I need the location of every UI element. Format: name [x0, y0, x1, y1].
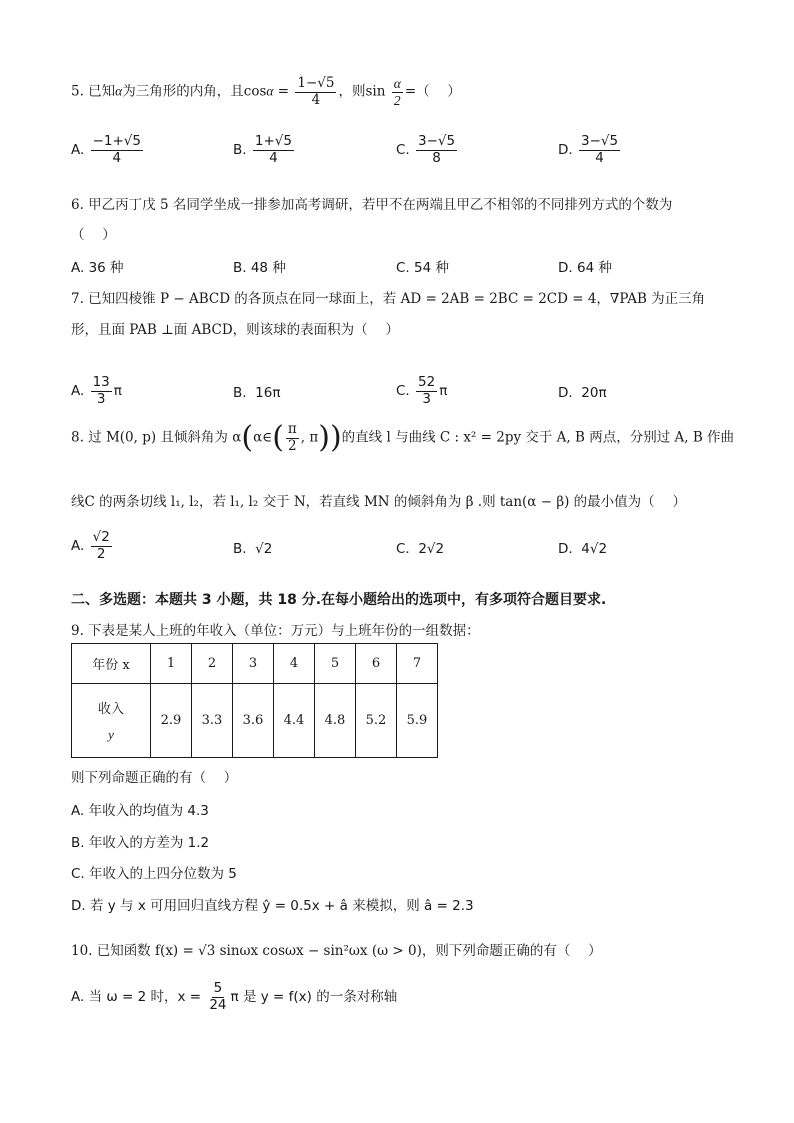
q8-option-c[interactable]: C. 2√2 [396, 541, 445, 557]
table-cell: 4 [274, 644, 315, 684]
table-cell: 2.9 [151, 684, 192, 758]
table-header-income: 收入 y [72, 684, 151, 758]
q6-option-c[interactable]: C. 54 种 [396, 260, 449, 276]
q8-stem-line2: 线C 的两条切线 l₁, l₂，若 l₁, l₂ 交于 N，若直线 MN 的倾斜角为 β .则 tan(α − β) 的最小值为（ ） [71, 494, 686, 510]
section-heading: 二、多选题：本题共 3 小题，共 18 分.在每小题给出的选项中，有多项符合题目要求. [71, 592, 607, 608]
q9-option-b[interactable]: B. 年收入的方差为 1.2 [71, 835, 210, 851]
q5-half-fraction: $\frac{\alpha}{2}$ [393, 76, 401, 108]
q8-option-d[interactable]: D. 4√2 [558, 541, 608, 557]
q6-stem-line1: 6. 甲乙丙丁戊 5 名同学坐成一排参加高考调研，若甲不在两端且甲乙不相邻的不同排列方式的个数为 [71, 197, 673, 213]
table-cell: 1 [151, 644, 192, 684]
q7-option-d[interactable]: D. 20π [558, 385, 607, 401]
q5-stem-d: =（ ） [404, 83, 461, 100]
q8-stem-line1: 8. 过 M(0, p) 且倾斜角为 α(α∈( $\frac{\pi}{2}$ , π))的直线 l 与曲线 C : x² = 2py 交于 A, B 两点，分别过 A, B 作曲 [71, 420, 735, 456]
q9-prompt: 则下列命题正确的有（ ） [71, 770, 238, 786]
q6-stem-line2: （ ） [71, 227, 116, 243]
q10-option-a[interactable]: A. 当 ω = 2 时，x = $\frac{5}{24}$ π 是 y = f(x) 的一条对称轴 [71, 980, 398, 1013]
q8-option-a[interactable]: A. $\frac{√2}{2}$ [71, 529, 110, 562]
q9-data-table [71, 643, 438, 758]
table-cell: 5.2 [356, 684, 397, 758]
table-cell: 3.6 [233, 684, 274, 758]
table-cell: 3.3 [192, 684, 233, 758]
table-header-year: 年份 x [72, 644, 151, 684]
q9-option-a[interactable]: A. 年收入的均值为 4.3 [71, 803, 209, 819]
q6-option-a[interactable]: A. 36 种 [71, 260, 124, 276]
table-cell: 5.9 [397, 684, 438, 758]
table-cell: 5 [315, 644, 356, 684]
q5-option-b[interactable]: B. $\frac{1+√5}{4}$ [233, 133, 292, 166]
q5-option-d[interactable]: D. $\frac{3-√5}{4}$ [558, 133, 619, 166]
q8-option-b[interactable]: B. √2 [233, 541, 273, 557]
q5-cos-fraction: $\frac{1-√5}{4}$ [297, 75, 335, 108]
table-cell: 4.8 [315, 684, 356, 758]
q5-stem-c: ，则sin [338, 83, 386, 100]
q9-stem: 9. 下表是某人上班的年收入（单位：万元）与上班年份的一组数据： [71, 623, 480, 639]
table-cell: 7 [397, 644, 438, 684]
q7-stem-line1: 7. 已知四棱锥 P − ABCD 的各顶点在同一球面上，若 AD = 2AB = 2BC = 2CD = 4，∇PAB 为正三角 [71, 291, 706, 307]
q5-stem-a: 5. 已知 [71, 83, 116, 100]
q5-option-c[interactable]: C. $\frac{3-√5}{8}$ [396, 133, 456, 166]
q10-stem: 10. 已知函数 f(x) = √3 sinωx cosωx − sin²ωx (ω > 0)，则下列命题正确的有（ ） [71, 943, 602, 959]
q7-option-b[interactable]: B. 16π [233, 385, 281, 401]
table-cell: 2 [192, 644, 233, 684]
q7-stem-line2: 形，且面 PAB ⊥面 ABCD，则该球的表面积为（ ） [71, 322, 399, 338]
table-row [72, 684, 438, 758]
table-row [72, 644, 438, 684]
table-cell: 3 [233, 644, 274, 684]
alpha-symbol: α [115, 83, 123, 99]
q9-option-c[interactable]: C. 年收入的上四分位数为 5 [71, 866, 237, 882]
q5-stem: 5. 已知α为三角形的内角，且cosα = $\frac{1-√5}{4}$ ，则sin $\frac{\alpha}{2}$ =（ ） [71, 75, 461, 108]
q6-option-b[interactable]: B. 48 种 [233, 260, 286, 276]
q9-option-d[interactable]: D. 若 y 与 x 可用回归直线方程 ŷ = 0.5x + â 来模拟，则 â = 2.3 [71, 898, 474, 914]
table-cell: 6 [356, 644, 397, 684]
q5-stem-b: 为三角形的内角，且cos [122, 83, 267, 100]
q7-option-a[interactable]: A. $\frac{13}{3}$ π [71, 374, 122, 407]
q7-option-c[interactable]: C. $\frac{52}{3}$ π [396, 374, 448, 407]
q5-option-a[interactable]: A. $\frac{-1+√5}{4}$ [71, 133, 141, 166]
table-cell: 4.4 [274, 684, 315, 758]
q6-option-d[interactable]: D. 64 种 [558, 260, 612, 276]
